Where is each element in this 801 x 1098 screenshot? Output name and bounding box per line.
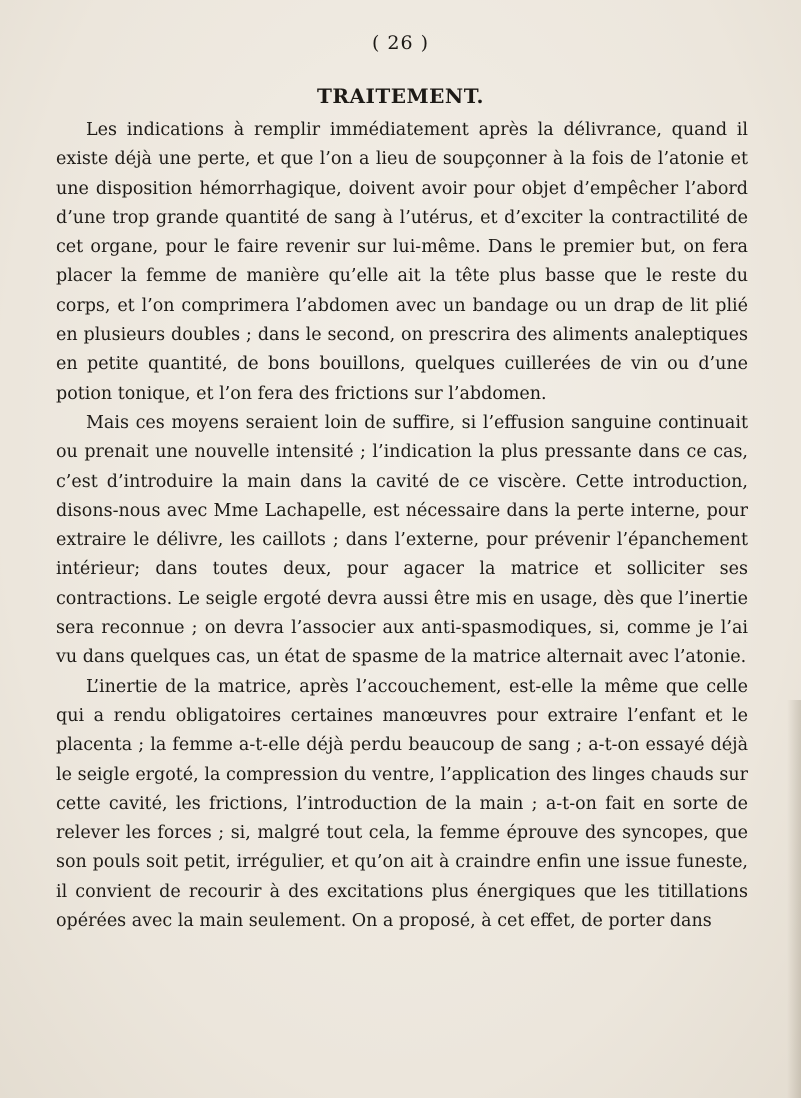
paragraph-3: L’inertie de la matrice, après l’accouchement, est-elle la même que celle qui a rendu obligatoires certaines manœuvres pour extraire l’enfant et le placenta ; la femme a-t-elle déjà perdu beaucoup de sang ; a-t-on essayé déjà le seigle ergoté, la compression du ventre, l’application des linges chauds sur cette cavité, les frictions, l’introduction de la main ; a-t-on fait en sorte de relever les forces ; si, malgré tout cela, la femme éprouve des syncopes, que son pouls soit petit, irrégulier, et qu’on ait à craindre enfin une issue funeste, il convient de recourir à des excitations plus énergiques que les titillations opérées avec la main seulement. On a proposé, à cet effet, de porter dans [56, 676, 748, 932]
paragraph-2: Mais ces moyens seraient loin de suffire, si l’effusion sanguine continuait ou prenait une nouvelle intensité ; l’indication la plus pressante dans ce cas, c’est d’introduire la main dans la cavité de ce viscère. Cette introduction, disons-nous avec Mme Lachapelle, est nécessaire dans la perte interne, pour extraire le délivre, les caillots ; dans l’externe, pour prévenir l’épanchement intérieur; dans toutes deux, pour agacer la matrice et solliciter ses contractions. Le seigle ergoté devra aussi être mis en usage, dès que l’inertie sera reconnue ; on devra l’associer aux anti-spasmodiques, si, comme je l’ai vu dans quelques cas, un état de spasme de la matrice alternait avec l’atonie. [56, 412, 748, 668]
paragraph-1: Les indications à remplir immédiatement après la délivrance, quand il existe déjà une perte, et que l’on a lieu de soupçonner à la fois de l’atonie et une disposition hémorrhagique, doivent avoir pour objet d’empêcher l’abord d’une trop grande quantité de sang à l’utérus, et d’exciter la contractilité de cet organe, pour le faire revenir sur lui-même. Dans le premier but, on fera placer la femme de manière qu’elle ait la tête plus basse que le reste du corps, et l’on comprimera l’abdomen avec un bandage ou un drap de lit plié en plusieurs doubles ; dans le second, on prescrira des aliments analeptiques en petite quantité, de bons bouillons, quelques cuillerées de vin ou d’une potion tonique, et l’on fera des frictions sur l’abdomen. [56, 120, 748, 404]
body-text [56, 116, 748, 936]
page-edge-shadow [787, 700, 801, 1098]
section-heading: TRAITEMENT. [317, 84, 484, 108]
page-number: ( 26 ) [371, 32, 430, 54]
